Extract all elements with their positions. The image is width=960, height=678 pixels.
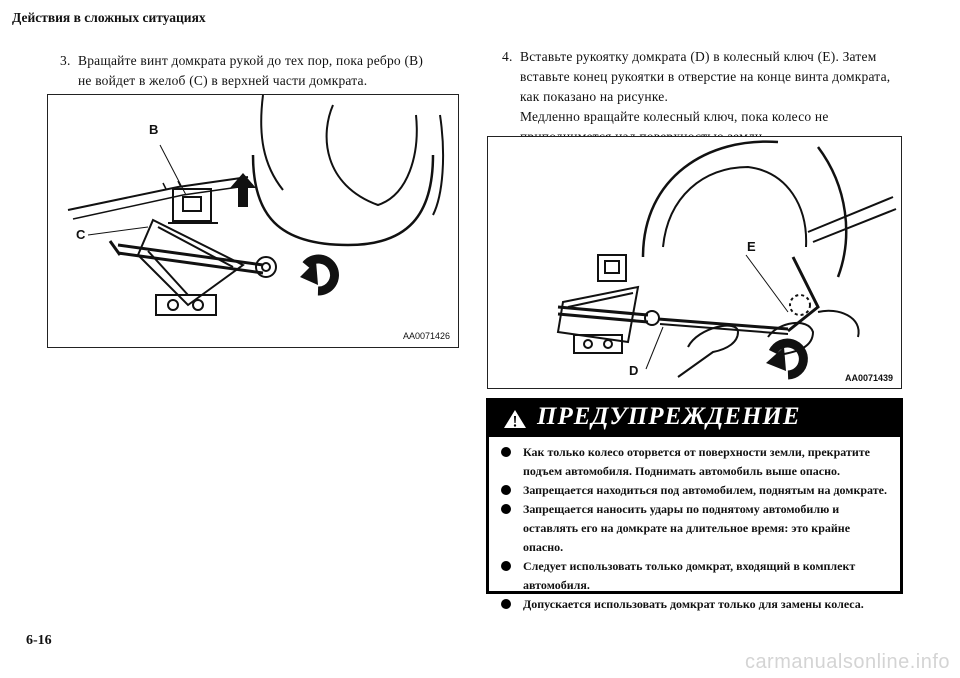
step-4-number: 4.: [502, 49, 513, 64]
jack-handle-illustration: [488, 137, 901, 388]
step-3-number: 3.: [60, 53, 71, 68]
warning-item: Запрещается находиться под автомобилем, поднятым на домкрате.: [501, 481, 890, 500]
callout-c: C: [76, 227, 86, 242]
bullet-icon: [501, 599, 511, 609]
step-3-line-1: Вращайте винт домкрата рукой до тех пор, пока ребро (B): [78, 53, 424, 68]
bullet-icon: [501, 561, 511, 571]
step-4-line-1: Вставьте рукоятку домкрата (D) в колесный ключ (E). Затем: [520, 49, 877, 64]
callout-d: D: [629, 363, 639, 378]
warning-header: [489, 401, 900, 437]
figure-2-code: AA0071439: [844, 373, 893, 383]
step-4-line-3: как показано на рисунке.: [520, 89, 669, 104]
figure-jack-alignment: [47, 94, 459, 348]
warning-box: [486, 398, 903, 611]
bullet-icon: [501, 504, 511, 514]
warning-item: Допускается использовать домкрат только для замены колеса.: [501, 595, 890, 614]
callout-e: E: [747, 239, 756, 254]
callout-b: B: [149, 122, 159, 137]
section-title: Действия в сложных ситуациях: [12, 10, 206, 25]
page-number: 6-16: [26, 633, 52, 648]
warning-item: Запрещается наносить удары по поднятому автомобилю и оставлять его на домкрате на длительное время: это крайне опасно.: [501, 500, 890, 557]
bullet-icon: [501, 485, 511, 495]
step-4-text: [502, 47, 922, 147]
step-3-text: [60, 51, 480, 91]
warning-item: Как только колесо оторвется от поверхности земли, прекратите подъем автомобиля. Поднимать автомобиль выше опасно.: [501, 443, 890, 481]
bullet-icon: [501, 447, 511, 457]
warning-title: ПРЕДУПРЕЖДЕНИЕ: [537, 403, 801, 430]
warning-list: [489, 437, 900, 614]
jack-alignment-illustration: [48, 95, 458, 347]
step-4-line-2: вставьте конец рукоятки в отверстие на конце винта домкрата,: [520, 69, 891, 84]
watermark: carmanualsonline.info: [744, 651, 950, 673]
step-3-line-2: не войдет в желоб (C) в верхней части домкрата.: [78, 73, 368, 88]
warning-item: Следует использовать только домкрат, входящий в комплект автомобиля.: [501, 557, 890, 595]
figure-1-code: AA0071426: [402, 331, 450, 341]
warning-triangle-icon: [503, 409, 527, 429]
figure-jack-handle: [487, 136, 902, 389]
step-4-line-4: Медленно вращайте колесный ключ, пока колесо не: [520, 109, 829, 124]
